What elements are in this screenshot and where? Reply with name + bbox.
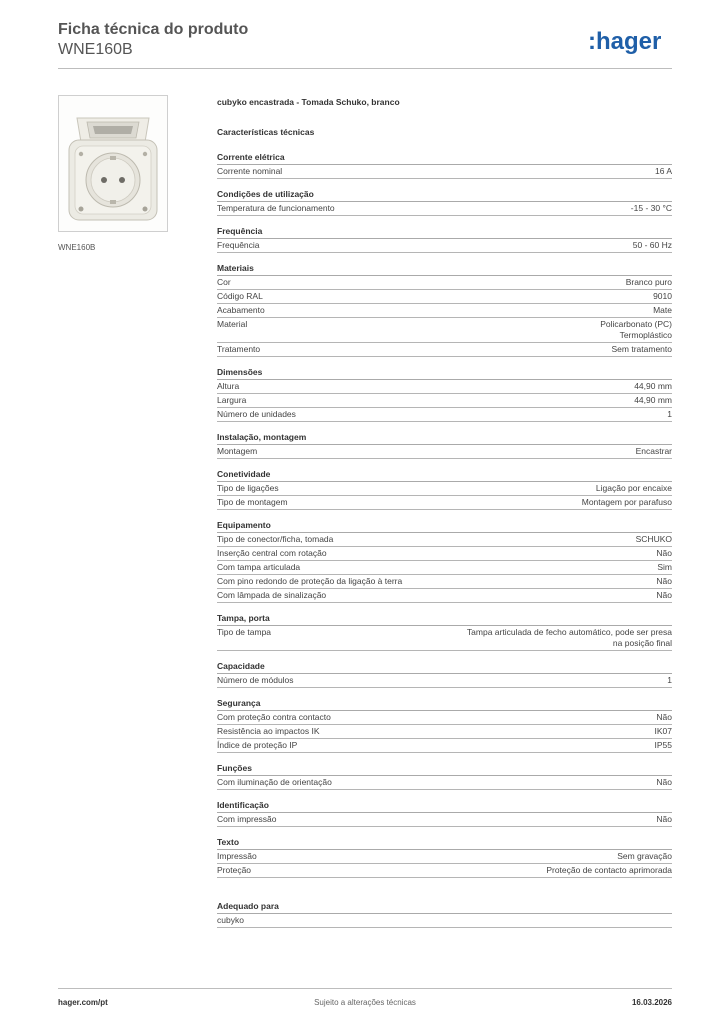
spec-value-line: Não — [656, 814, 672, 824]
spec-row — [217, 202, 672, 216]
spec-value — [636, 534, 672, 545]
spec-value-line: Não — [656, 777, 672, 787]
spec-section — [217, 519, 672, 603]
spec-value — [631, 203, 672, 214]
spec-value — [653, 305, 672, 316]
spec-row — [217, 589, 672, 603]
section-title: Adequado para — [217, 900, 672, 914]
spec-content — [217, 96, 672, 937]
spec-value-line: Policarbonato (PC) — [600, 319, 672, 329]
header-divider — [58, 68, 672, 69]
spec-value — [634, 381, 672, 392]
section-title: Texto — [217, 836, 672, 850]
spec-value — [656, 590, 672, 601]
spec-row — [217, 445, 672, 459]
spec-label: Largura — [217, 395, 247, 405]
spec-row — [217, 914, 672, 928]
spec-value — [617, 851, 672, 862]
spec-section — [217, 836, 672, 878]
footer-date: 16.03.2026 — [631, 998, 672, 1007]
spec-row — [217, 290, 672, 304]
section-title: Conetividade — [217, 468, 672, 482]
hager-logo — [588, 26, 672, 56]
spec-value-line: Proteção de contacto aprimorada — [546, 865, 672, 875]
spec-label: Frequência — [217, 240, 260, 250]
spec-row — [217, 711, 672, 725]
spec-row — [217, 408, 672, 422]
spec-label: Tipo de tampa — [217, 627, 272, 637]
spec-section — [217, 151, 672, 179]
spec-value-line: Não — [656, 712, 672, 722]
spec-label: Tipo de montagem — [217, 497, 288, 507]
spec-value-line: na posição final — [612, 638, 672, 648]
spec-value-line: 16 A — [654, 166, 672, 176]
spec-value — [596, 483, 672, 494]
spec-section — [217, 799, 672, 827]
spec-value — [612, 344, 672, 355]
spec-row — [217, 813, 672, 827]
section-title: Tampa, porta — [217, 612, 672, 626]
spec-value-line: Não — [656, 576, 672, 586]
section-title: Identificação — [217, 799, 672, 813]
spec-value — [667, 675, 672, 686]
spec-label: Com pino redondo de proteção da ligação à terra — [217, 576, 403, 586]
spec-value-line: Encastrar — [635, 446, 672, 456]
spec-value-line: Montagem por parafuso — [581, 497, 672, 507]
section-title: Frequência — [217, 225, 672, 239]
spec-row — [217, 304, 672, 318]
spec-label: Tratamento — [217, 344, 261, 354]
spec-label: Número de módulos — [217, 675, 294, 685]
section-title: Dimensões — [217, 366, 672, 380]
spec-label: Com iluminação de orientação — [217, 777, 332, 787]
section-title: Corrente elétrica — [217, 151, 672, 165]
spec-value — [655, 726, 673, 737]
spec-label: Número de unidades — [217, 409, 296, 419]
spec-value-line: IP55 — [654, 740, 672, 750]
spec-label: Corrente nominal — [217, 166, 283, 176]
spec-value-line: Sim — [657, 562, 672, 572]
hager-logo-text: :hager — [588, 28, 662, 55]
spec-row — [217, 626, 672, 651]
spec-label: Inserção central com rotação — [217, 548, 327, 558]
spec-row — [217, 276, 672, 290]
product-photo — [58, 95, 168, 232]
spec-row — [217, 864, 672, 878]
spec-value-line: 50 - 60 Hz — [632, 240, 672, 250]
spec-value-line: Tampa articulada de fecho automático, pode ser presa — [466, 627, 672, 637]
spec-section-suitable — [217, 900, 672, 928]
spec-value-line: IK07 — [654, 726, 672, 736]
spec-label: Material — [217, 319, 248, 329]
section-title: Segurança — [217, 697, 672, 711]
spec-value-line: 44,90 mm — [634, 381, 672, 391]
footer-divider — [58, 988, 672, 989]
spec-row — [217, 674, 672, 688]
spec-section — [217, 468, 672, 510]
spec-value — [656, 576, 672, 587]
spec-section — [217, 697, 672, 753]
spec-value — [657, 562, 672, 573]
spec-value — [655, 740, 673, 751]
spec-label: cubyko — [217, 915, 244, 925]
spec-value-line: Não — [656, 548, 672, 558]
footer-note: Sujeito a alterações técnicas — [314, 998, 416, 1007]
spec-label: Cor — [217, 277, 231, 287]
section-title: Materiais — [217, 262, 672, 276]
spec-row — [217, 380, 672, 394]
spec-row — [217, 776, 672, 790]
spec-row — [217, 165, 672, 179]
spec-row — [217, 533, 672, 547]
spec-value — [582, 497, 672, 508]
spec-label: Código RAL — [217, 291, 263, 301]
section-title: Instalação, montagem — [217, 431, 672, 445]
spec-label: Altura — [217, 381, 240, 391]
spec-value-line: 44,90 mm — [634, 395, 672, 405]
spec-row — [217, 850, 672, 864]
spec-label: Com tampa articulada — [217, 562, 301, 572]
photo-caption: WNE160B — [58, 243, 96, 252]
spec-value — [546, 865, 672, 876]
spec-label: Impressão — [217, 851, 257, 861]
spec-row — [217, 725, 672, 739]
spec-label: Tipo de ligações — [217, 483, 279, 493]
spec-value-line: 1 — [667, 675, 672, 685]
spec-value — [467, 627, 672, 649]
spec-value — [626, 277, 672, 288]
spec-row — [217, 561, 672, 575]
spec-value-line: Mate — [653, 305, 672, 315]
spec-row — [217, 482, 672, 496]
spec-value-line: 9010 — [653, 291, 672, 301]
spec-value-line: SCHUKO — [635, 534, 672, 544]
footer-website[interactable]: hager.com/pt — [58, 998, 108, 1007]
spec-section — [217, 612, 672, 651]
spec-label: Acabamento — [217, 305, 265, 315]
spec-sections — [217, 151, 672, 878]
spec-value-line: Sem tratamento — [611, 344, 672, 354]
spec-value-line: Termoplástico — [619, 330, 672, 340]
section-title: Capacidade — [217, 660, 672, 674]
spec-value-line: -15 - 30 °C — [630, 203, 672, 213]
spec-row — [217, 318, 672, 343]
spec-value — [633, 240, 672, 251]
spec-value-line: 1 — [667, 409, 672, 419]
socket-image — [59, 96, 167, 231]
section-title: Condições de utilização — [217, 188, 672, 202]
spec-value — [600, 319, 672, 341]
document-title: Ficha técnica do produto — [58, 21, 249, 38]
spec-label: Temperatura de funcionamento — [217, 203, 335, 213]
spec-section — [217, 660, 672, 688]
spec-row — [217, 343, 672, 357]
spec-section — [217, 431, 672, 459]
spec-row — [217, 496, 672, 510]
spec-value — [634, 395, 672, 406]
spec-section — [217, 188, 672, 216]
tech-characteristics-title: Características técnicas — [217, 127, 315, 137]
spec-value — [653, 291, 672, 302]
product-description: cubyko encastrada - Tomada Schuko, branco — [217, 97, 400, 107]
spec-label: Índice de proteção IP — [217, 740, 298, 750]
spec-section — [217, 366, 672, 422]
spec-value-line: Sem gravação — [617, 851, 672, 861]
spec-row — [217, 394, 672, 408]
spec-section — [217, 762, 672, 790]
spec-value — [656, 548, 672, 559]
spec-value-line: Não — [656, 590, 672, 600]
section-title: Equipamento — [217, 519, 672, 533]
spec-value — [656, 777, 672, 788]
spec-row — [217, 239, 672, 253]
spec-label: Com impressão — [217, 814, 277, 824]
product-code: WNE160B — [58, 41, 133, 58]
spec-value — [636, 446, 672, 457]
section-title: Funções — [217, 762, 672, 776]
spec-value-line: Ligação por encaixe — [595, 483, 672, 493]
spec-label: Com proteção contra contacto — [217, 712, 331, 722]
spec-label: Tipo de conector/ficha, tomada — [217, 534, 334, 544]
spec-row — [217, 547, 672, 561]
spec-row — [217, 739, 672, 753]
spec-value — [667, 409, 672, 420]
spec-row — [217, 575, 672, 589]
document-header — [58, 20, 672, 60]
spec-value-line: Branco puro — [625, 277, 672, 287]
spec-value — [656, 712, 672, 723]
spec-section — [217, 262, 672, 357]
spec-label: Montagem — [217, 446, 258, 456]
spec-label: Com lâmpada de sinalização — [217, 590, 327, 600]
spec-label: Proteção — [217, 865, 252, 875]
spec-label: Resistência ao impactos IK — [217, 726, 320, 736]
spec-section — [217, 225, 672, 253]
spec-value — [656, 814, 672, 825]
spec-value — [655, 166, 672, 177]
